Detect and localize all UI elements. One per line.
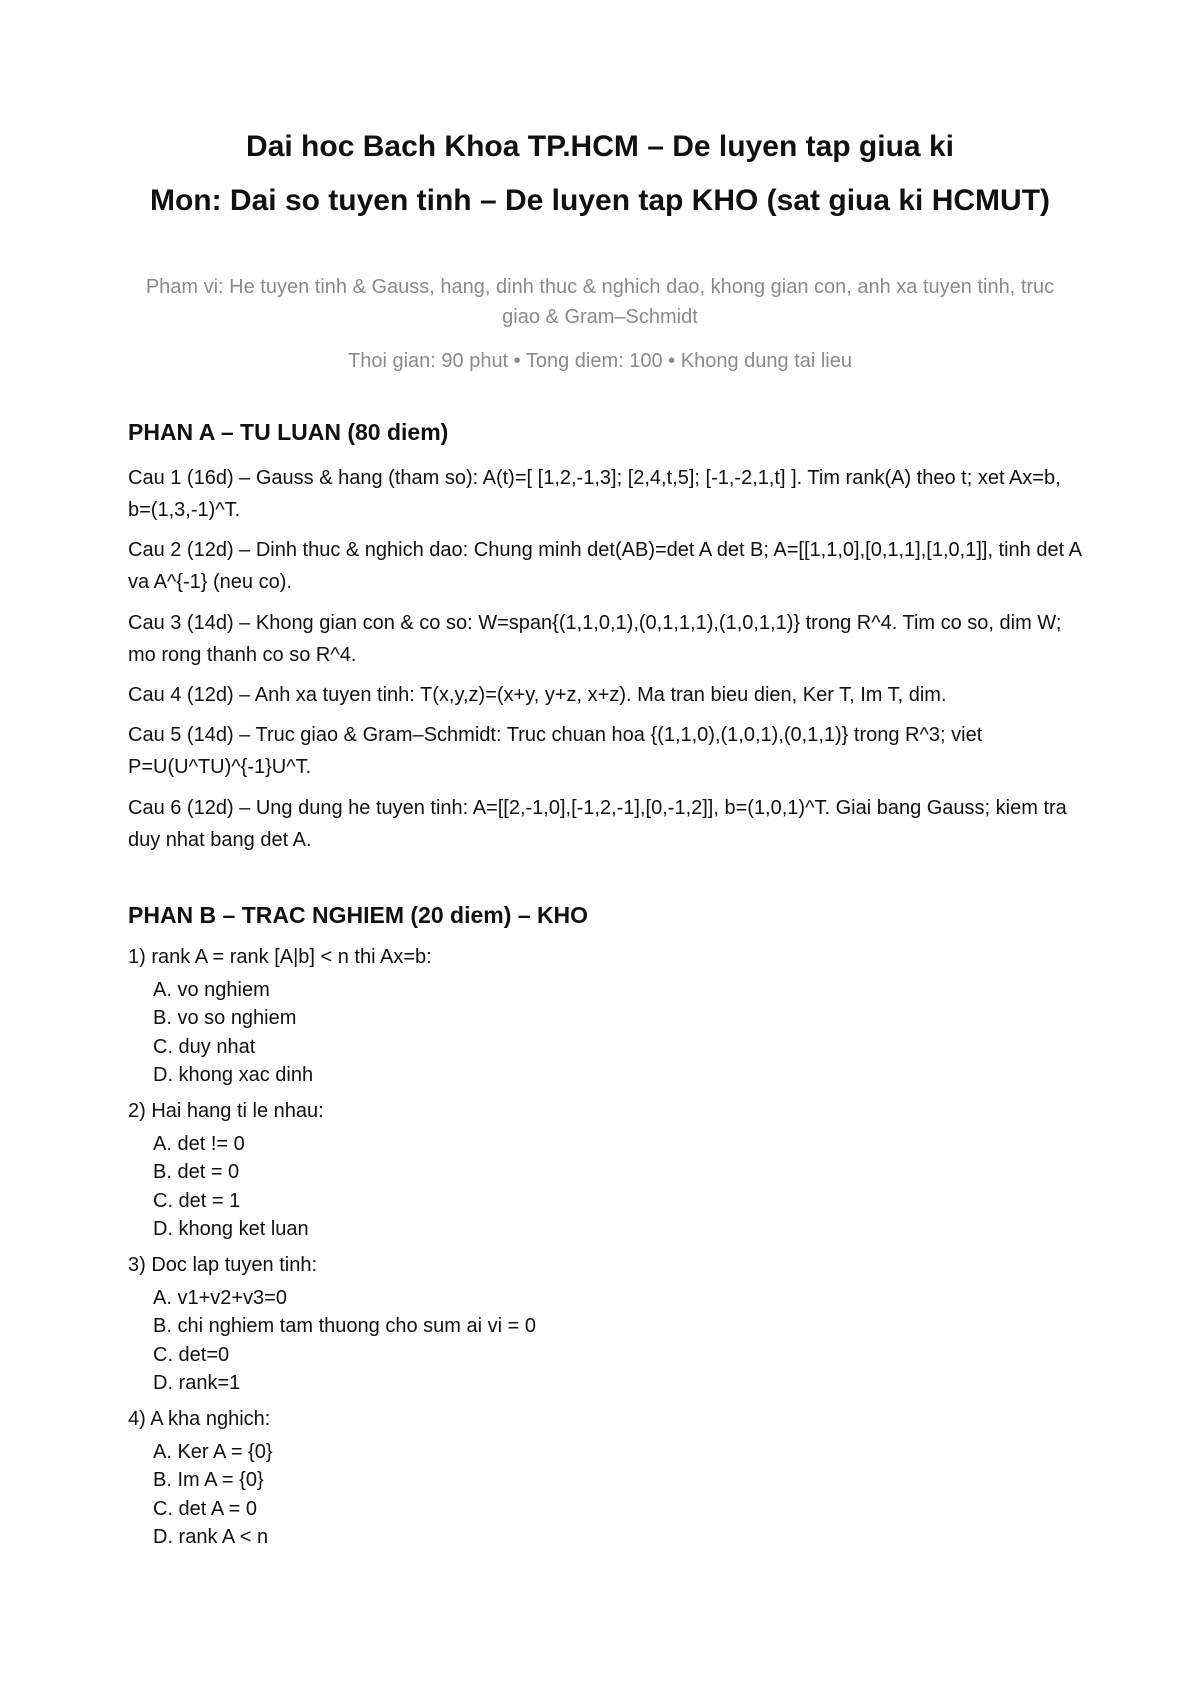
mcq-option-d: D. rank A < n [153, 1526, 269, 1548]
page-title: Dai hoc Bach Khoa TP.HCM – De luyen tap giua ki [246, 130, 954, 163]
essay-question-3: Cau 3 (14d) – Khong gian con & co so: W=span{(1,1,0,1),(0,1,1,1),(1,0,1,1)} trong R^4. Tim co so, dim W; mo rong thanh co so R^4. [128, 612, 1062, 666]
mcq-option-b: B. vo so nghiem [153, 1007, 297, 1029]
mcq-option-c: C. det A = 0 [153, 1497, 257, 1520]
mcq-option-d: D. rank=1 [153, 1372, 241, 1394]
mcq-stem: 3) Doc lap tuyen tinh: [128, 1254, 317, 1276]
mcq-option-b: B. chi nghiem tam thuong cho sum ai vi = 0 [153, 1315, 536, 1337]
essay-question-6: Cau 6 (12d) – Ung dung he tuyen tinh: A=[[2,-1,0],[-1,2,-1],[0,-1,2]], b=(1,0,1)^T. Giai bang Gauss; kiem tra duy nhat bang det A. [128, 797, 1067, 851]
mcq-option-c: C. det=0 [153, 1343, 230, 1366]
mcq-stem: 2) Hai hang ti le nhau: [128, 1100, 324, 1122]
mcq-question-4 [128, 1405, 1088, 1552]
mcq-option-d: D. khong xac dinh [153, 1064, 314, 1086]
mcq-option-a: A. Ker A = {0} [153, 1440, 273, 1463]
mcq-stem: 4) A kha nghich: [128, 1408, 271, 1430]
essay-question-4: Cau 4 (12d) – Anh xa tuyen tinh: T(x,y,z)=(x+y, y+z, x+z). Ma tran bieu dien, Ker T, Im T, dim. [128, 684, 947, 706]
course-title: Mon: Dai so tuyen tinh – De luyen tap KHO (sat giua ki HCMUT) [149, 184, 1051, 217]
essay-question-1: Cau 1 (16d) – Gauss & hang (tham so): A(t)=[ [1,2,-1,3]; [2,4,t,5]; [-1,-2,1,t] ]. Tim rank(A) theo t; xet Ax=b, b=(1,3,-1)^T. [128, 467, 1061, 521]
essay-question-2: Cau 2 (12d) – Dinh thuc & nghich dao: Chung minh det(AB)=det A det B; A=[[1,1,0],[0,1,1],[1,0,1]], tinh det A va A^{-1} (neu co). [128, 539, 1081, 593]
mcq-question-3 [128, 1251, 1088, 1398]
section-heading-part-b: PHAN B – TRAC NGHIEM (20 diem) – KHO [128, 902, 589, 928]
exam-scope: Pham vi: He tuyen tinh & Gauss, hang, dinh thuc & nghich dao, khong gian con, anh xa tuyen tinh, truc giao & Gram–Schmidt [145, 276, 1055, 328]
mcq-option-b: B. det = 0 [153, 1161, 240, 1183]
mcq-question-2 [128, 1097, 1088, 1244]
mcq-option-d: D. khong ket luan [153, 1218, 309, 1240]
mcq-option-c: C. duy nhat [153, 1035, 256, 1058]
essay-question-5: Cau 5 (14d) – Truc giao & Gram–Schmidt: Truc chuan hoa {(1,1,0),(1,0,1),(0,1,1)} trong R^3; viet P=U(U^TU)^{-1}U^T. [128, 724, 983, 778]
mcq-option-a: A. v1+v2+v3=0 [153, 1286, 287, 1309]
exam-meta: Thoi gian: 90 phut • Tong diem: 100 • Khong dung tai lieu [348, 350, 852, 372]
mcq-option-a: A. vo nghiem [153, 978, 270, 1001]
mcq-option-a: A. det != 0 [153, 1132, 245, 1155]
mcq-stem: 1) rank A = rank [A|b] < n thi Ax=b: [128, 946, 432, 968]
mcq-option-b: B. Im A = {0} [153, 1469, 264, 1491]
mcq-option-c: C. det = 1 [153, 1189, 241, 1212]
mcq-question-1 [128, 943, 1088, 1090]
section-heading-part-a: PHAN A – TU LUAN (80 diem) [128, 419, 449, 445]
